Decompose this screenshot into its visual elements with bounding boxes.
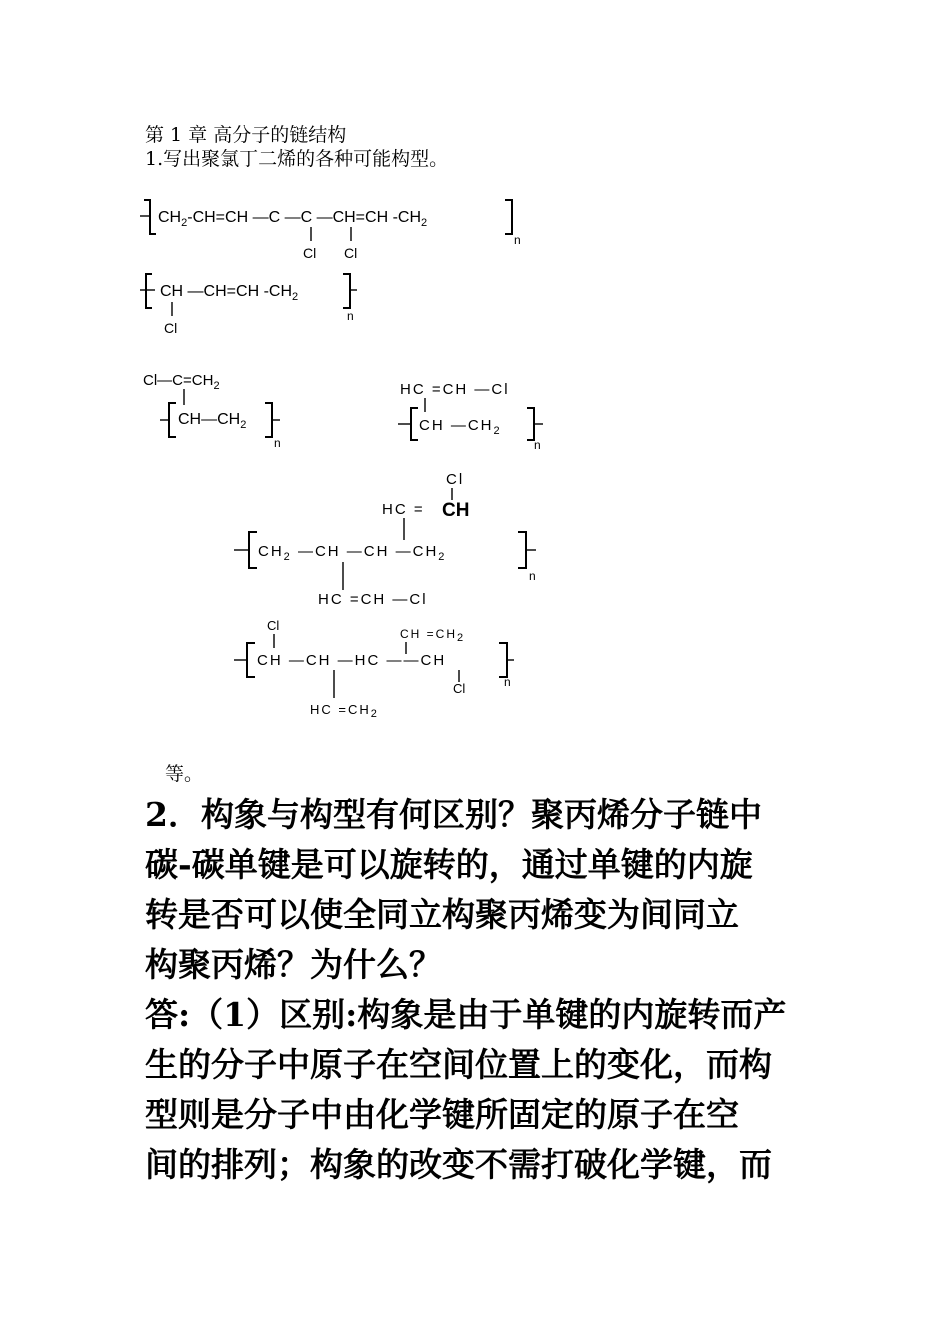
question-2-line-4: 构聚丙烯？为什么？ bbox=[145, 945, 442, 984]
structure-6 bbox=[234, 618, 514, 720]
structure-6-bottom: HC $=CH_2$ bbox=[310, 702, 379, 720]
structure-1-cl-2: Cl bbox=[344, 245, 358, 261]
question-2-line-2: 碳-碳单键是可以旋转的，通过单键的内旋 bbox=[145, 845, 753, 884]
bracket-right bbox=[505, 200, 512, 234]
bracket-right bbox=[265, 403, 272, 437]
bracket-left bbox=[411, 408, 418, 440]
bracket-right bbox=[518, 532, 526, 568]
structure-2-cl: Cl bbox=[164, 320, 178, 336]
structure-5-ch: CH bbox=[442, 500, 470, 521]
structure-5 bbox=[234, 471, 536, 608]
structure-5-bottom: HC =CH —Cl bbox=[318, 591, 428, 608]
structure-4-chain: CH $—CH_2$ bbox=[419, 417, 502, 437]
bracket-left bbox=[146, 274, 152, 308]
etc-note: 等。 bbox=[165, 763, 204, 785]
structure-5-cl: Cl bbox=[446, 471, 465, 488]
structure-2 bbox=[140, 274, 357, 336]
structure-6-n: n bbox=[504, 675, 511, 689]
structure-5-hc: HC = bbox=[382, 501, 425, 518]
bracket-right bbox=[499, 643, 507, 677]
structure-1-chain: $CH_2-CH=CH$ —C —C —CH=CH $-CH_2$ bbox=[158, 209, 428, 229]
structure-3 bbox=[143, 372, 281, 450]
answer-line-1: 答:（1）区别:构象是由于单键的内旋转而产 bbox=[145, 995, 787, 1034]
question-1: 1.写出聚氯丁二烯的各种可能构型。 bbox=[145, 148, 449, 170]
bracket-right bbox=[527, 408, 534, 440]
structure-1-cl-1: Cl bbox=[303, 245, 317, 261]
structure-5-chain: $CH_2$ —CH —CH $—CH_2$ bbox=[258, 543, 447, 563]
structure-3-top: $Cl—C=CH_2$ bbox=[143, 372, 220, 392]
answer-line-2: 生的分子中原子在空间位置上的变化，而构 bbox=[145, 1045, 772, 1084]
bracket-left bbox=[169, 403, 176, 437]
structure-1 bbox=[140, 200, 521, 261]
structure-2-n: n bbox=[347, 309, 354, 323]
structure-6-cl-bottom: Cl bbox=[453, 681, 466, 696]
answer-line-3: 型则是分子中由化学键所固定的原子在空 bbox=[145, 1095, 739, 1134]
bracket-right bbox=[343, 274, 350, 308]
bracket-left bbox=[144, 200, 156, 234]
question-2-line-3: 转是否可以使全同立构聚丙烯变为间同立 bbox=[145, 895, 739, 934]
structure-3-chain: $CH—CH_2$ bbox=[178, 411, 247, 431]
question-2-line-1: 2．构象与构型有何区别？聚丙烯分子链中 bbox=[145, 795, 762, 834]
structure-6-chain: CH —CH —HC ——CH bbox=[257, 652, 447, 669]
structure-6-cl-top: Cl bbox=[267, 618, 280, 633]
structure-3-n: n bbox=[274, 436, 281, 450]
bracket-left bbox=[247, 643, 255, 677]
chapter-title: 第 1 章 高分子的链结构 bbox=[145, 124, 347, 146]
structure-4-n: n bbox=[534, 438, 541, 452]
structure-4 bbox=[398, 381, 543, 452]
structure-2-chain: CH —CH=CH $-CH_2$ bbox=[160, 283, 299, 303]
answer-line-4: 间的排列；构象的改变不需打破化学键，而 bbox=[145, 1145, 772, 1184]
structure-6-ch-top: CH =CH2 bbox=[400, 627, 466, 644]
structure-5-n: n bbox=[529, 569, 536, 583]
bracket-left bbox=[249, 532, 257, 568]
structure-1-n: n bbox=[514, 233, 521, 247]
structure-4-top: HC =CH —Cl bbox=[400, 381, 510, 398]
